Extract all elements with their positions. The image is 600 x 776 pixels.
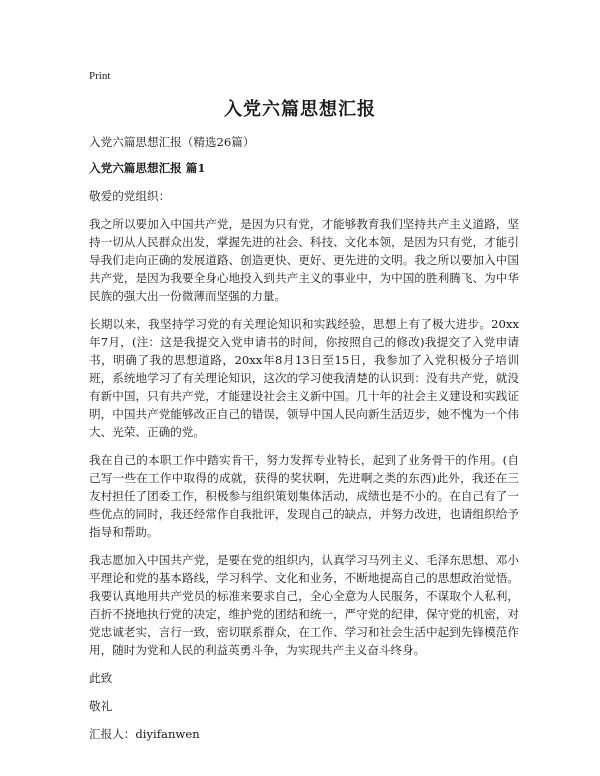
closing-line-1: 此致 [89,671,113,685]
body-paragraph: 我在自己的本职工作中踏实肯干，努力发挥专业特长，起到了业务骨干的作用。(自己写一些在工作中取得的成就，获得的奖状啊，先进啊之类的东西)此外，我还在三友村担任了团委工作，积极参与组织策划集体活动，成绩也是不小的。在自己有了一些优点的同时，我还经常作自我批评，发现自己的缺点，并努力改进，也请组织给予指导和帮助。 [89,453,519,539]
salutation: 敬爱的党组织： [89,189,171,203]
signature: 汇报人：diyifanwen [89,727,200,741]
print-link[interactable]: Print [89,70,111,82]
body-paragraph: 我志愿加入中国共产党，是要在党的组织内，认真学习马列主义、毛泽东思想、邓小平理论和党的基本路线，学习科学、文化和业务，不断地提高自己的思想政治觉悟。我要认真地用共产党员的标准来要求自己，全心全意为人民服务，不谋取个人私利，百折不挠地执行党的决定，维护党的团结和统一，严守党的纪律，保守党的机密，对党忠诚老实，言行一致，密切联系群众，在工作、学习和社会生活中起到先锋模范作用，随时为党和人民的利益英勇斗争，为实现共产主义奋斗终身。 [89,553,519,657]
body-paragraph: 长期以来，我坚持学习党的有关理论知识和实践经验，思想上有了极大进步。20xx年7月，(注：这是我提交入党申请书的时间，你按照自己的修改)我提交了入党申请书，明确了我的思想道路，20xx年8月13日至15日，我参加了入党积极分子培训班，系统地学习了有关理论知识，这次的学习使我清楚的认识到：没有共产党，就没有新中国，只有共产党，才能建设社会主义新中国。几十年的社会主义建设和实践证明，中国共产党能够改正自己的错误，领导中国人民向新生活迈步，她不愧为一个伟大、光荣、正确的党。 [89,317,519,439]
document-subtitle: 入党六篇思想汇报（精选26篇） [89,135,255,149]
document-body [89,133,519,743]
section-heading: 入党六篇思想汇报 篇1 [89,161,206,175]
document-title: 入党六篇思想汇报 [224,99,376,120]
closing-line-2: 敬礼 [89,699,113,713]
body-paragraph: 我之所以要加入中国共产党，是因为只有党，才能够教育我们坚持共产主义道路，坚持一切从人民群众出发，掌握先进的社会、科技、文化本领，是因为只有党，才能引导我们走向正确的发展道路、创造更快、更好、更先进的文明。我之所以要加入中国共产党，是因为我要全身心地投入到共产主义的事业中，为中国的胜利腾飞、为中华民族的强大出一份微薄而坚强的力量。 [89,217,519,303]
